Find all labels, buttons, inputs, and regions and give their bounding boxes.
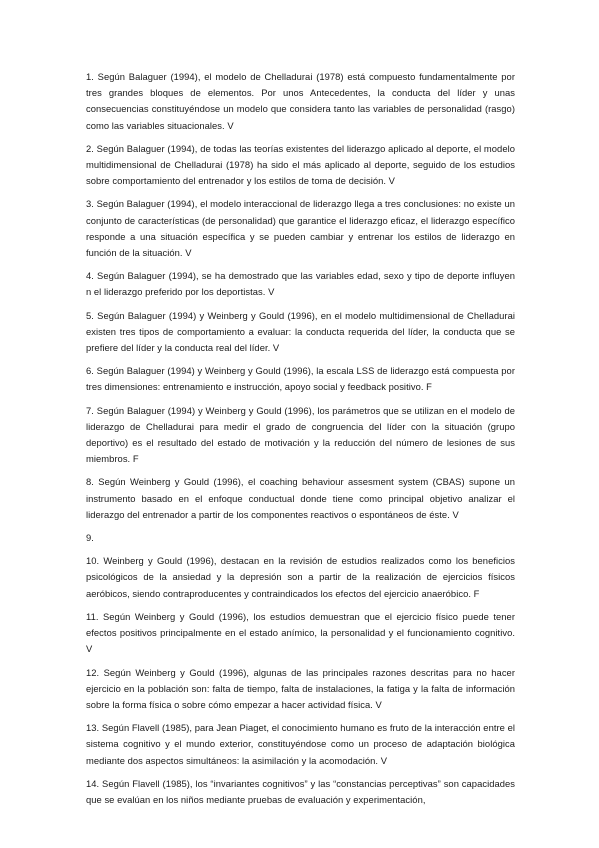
question-item-13: 13. Según Flavell (1985), para Jean Piaget, el conocimiento humano es fruto de la interacción entre el sistema cognitivo y el mundo exterior, constituyéndose como un proceso de adaptación biológica mediante dos aspectos simultáneos: la asimilación y la acomodación. V — [86, 722, 515, 766]
question-item-11: 11. Según Weinberg y Gould (1996), los estudios demuestran que el ejercicio físico puede tener efectos positivos principalmente en el estado anímico, la personalidad y el funcionamiento cognitivo. V — [86, 610, 515, 655]
question-item-10: 10. Weinberg y Gould (1996), destacan en la revisión de estudios realizados como los beneficios psicológicos de la ansiedad y la depresión son a partir de la realización de ejercicios físicos aeróbicos, siendo contraproducentes y contraindicados los efectos del ejercicio anaeróbico. F — [86, 555, 515, 599]
question-item-4: 4. Según Balaguer (1994), se ha demostrado que las variables edad, sexo y tipo de deporte influyen n el liderazgo preferido por los deportistas. V — [86, 270, 515, 298]
question-item-7: 7. Según Balaguer (1994) y Weinberg y Gould (1996), los parámetros que se utilizan en el modelo de liderazgo de Chelladurai para medir el grado de congruencia del líder con la situación (grupo deportivo) es el resultado del estado de motivación y la reducción del número de lesiones de sus miembros. F — [86, 404, 515, 465]
question-item-8: 8. Según Weinberg y Gould (1996), el coaching behaviour assesment system (CBAS) supone un instrumento basado en el enfoque conductual donde tiene como principal objetivo analizar el liderazgo del entrenador a partir de los componentes reactivos o espontáneos de éste. V — [86, 476, 515, 520]
question-item-6: 6. Según Balaguer (1994) y Weinberg y Gould (1996), la escala LSS de liderazgo está compuesta por tres dimensiones: entrenamiento e instrucción, apoyo social y feedback positivo. F — [86, 365, 515, 393]
question-item-14: 14. Según Flavell (1985), los “invariantes cognitivos” y las “constancias perceptivas” son capacidades que se evalúan en los niños mediante pruebas de evaluación y experimentación, — [86, 777, 515, 805]
question-item-2: 2. Según Balaguer (1994), de todas las teorías existentes del liderazgo aplicado al deporte, el modelo multidimensional de Chelladurai (1978) ha sido el más aplicado al deporte, seguido de los estudios sobre comportamiento del entrenador y los estilos de toma de decisión. V — [86, 142, 515, 187]
question-item-9: 9. — [86, 532, 94, 544]
question-item-3: 3. Según Balaguer (1994), el modelo interaccional de liderazgo llega a tres conclusiones: no existe un conjunto de características (de personalidad) que garantice el liderazgo eficaz, el liderazgo específico responde a una situación específica y se pueden cambiar y entrenar los estilos de liderazgo en función de la situación. V — [86, 198, 515, 259]
question-item-12: 12. Según Weinberg y Gould (1996), algunas de las principales razones descritas para no hacer ejercicio en la población son: falta de tiempo, falta de instalaciones, la fatiga y la falta de información sobre la forma física o sobre cómo empezar a hacer actividad física. V — [86, 666, 515, 710]
question-list — [86, 69, 515, 815]
question-item-5: 5. Según Balaguer (1994) y Weinberg y Gould (1996), en el modelo multidimensional de Chelladurai existen tres tipos de comportamiento a evaluar: la conducta requerida del líder, la conducta que se prefiere del líder y la conducta real del líder. V — [86, 309, 515, 354]
question-item-1: 1. Según Balaguer (1994), el modelo de Chelladurai (1978) está compuesto fundamentalmente por tres grandes bloques de elementos. Por unos Antecedentes, la conducta del líder y unas consecuencias constituyéndose un modelo que considera tanto las variables de personalidad (rasgo) como las variables situacionales. V — [86, 71, 515, 131]
